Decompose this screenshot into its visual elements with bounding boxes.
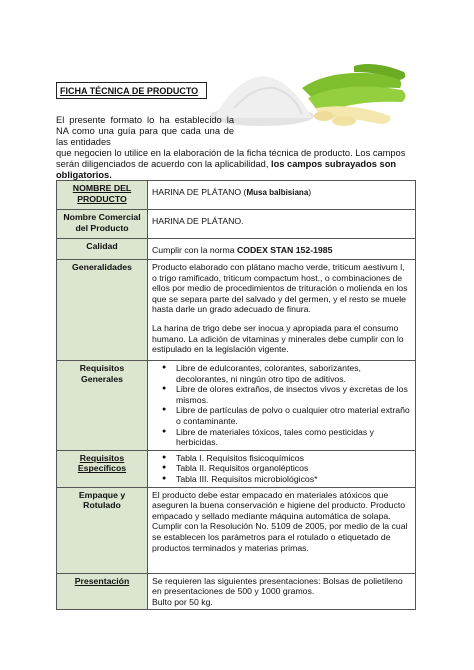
intro-paragraph: El presente formato lo ha establecido la NA como una guía para que cada una de las entidades: [56, 115, 234, 148]
label-presentacion: Presentación: [57, 573, 148, 610]
list-item: ● Tabla I. Requisitos fisicoquímicos: [152, 453, 411, 464]
product-image: [204, 58, 414, 128]
label-generalidades: Generalidades: [57, 260, 148, 361]
row-presentacion: [57, 573, 416, 610]
intro-mandatory-note: los campos subrayados son obligatorios.: [56, 159, 397, 181]
row-requisitos-generales: [57, 361, 416, 451]
row-generalidades: [57, 260, 416, 361]
value-nombre: HARINA DE PLÁTANO (Musa balbisiana): [148, 181, 416, 210]
label-requisitos-generales: Requisitos Generales: [57, 361, 148, 451]
generalidades-paragraph-1: Producto elaborado con plátano macho verde, triticum aestivum l, o trigo ramificado, triticum compactum host., o combinaciones de ellos por medio de procedimientos de trituración o molienda en los que se separa parte del salvado y del germen, y el resto se muele hasta darle un grado adecuado de finura.: [152, 262, 408, 315]
requisitos-especificos-list: [152, 453, 411, 485]
product-spec-table: [56, 180, 416, 610]
list-item: ● Libre de edulcorantes, colorantes, saborizantes, decolorantes, ni ningún otro tipo de aditivos.: [152, 363, 411, 384]
row-comercial: [57, 210, 416, 239]
intro-paragraph-continued: [56, 148, 416, 182]
row-requisitos-especificos: [57, 450, 416, 487]
list-item: ● Tabla II. Requisitos organolépticos: [152, 463, 411, 474]
empaque-paragraph-1: El producto debe estar empacado en materiales atóxicos que aseguren la buena conservación e higiene del producto. Producto empacado y sellado mediante máquina automática de solapa.: [152, 489, 406, 521]
value-presentacion: [148, 573, 416, 610]
empaque-paragraph-2: Cumplir con la Resolución No. 5109 de 2005, por medio de la cual se establecen los parámetros para el rotulado o etiquetado de productos terminados y materias primas.: [152, 521, 408, 553]
label-comercial: Nombre Comercial del Producto: [57, 210, 148, 239]
value-requisitos-especificos: [148, 450, 416, 487]
label-calidad: Calidad: [57, 239, 148, 260]
requisitos-generales-list: [152, 363, 411, 448]
value-calidad: Cumplir con la norma CODEX STAN 152-1985: [148, 239, 416, 260]
label-nombre: NOMBRE DEL PRODUCTO: [57, 181, 148, 210]
list-item: ● Tabla III. Requisitos microbiológicos*: [152, 474, 411, 485]
list-item: ● Libre de partículas de polvo o cualquier otro material extraño o contaminante.: [152, 405, 411, 426]
row-nombre: [57, 181, 416, 210]
list-item: ● Libre de olores extraños, de insectos vivos y excretas de los mismos.: [152, 384, 411, 405]
value-comercial: HARINA DE PLÁTANO.: [148, 210, 416, 239]
value-requisitos-generales: [148, 361, 416, 451]
generalidades-paragraph-2: La harina de trigo debe ser inocua y apropiada para el consumo humano. La adición de vitaminas y minerales debe cumplir con lo estipulado en la legislación vigente.: [152, 322, 404, 355]
label-empaque: Empaque y Rotulado: [57, 487, 148, 573]
page-title: FICHA TÉCNICA DE PRODUCTO: [56, 82, 207, 99]
row-calidad: [57, 239, 416, 260]
intro-text: que negocien lo utilice en la elaboración de la ficha técnica de producto. Los campos serán diligenciados de acuerdo con la aplicabilidad,: [56, 148, 406, 170]
row-empaque: [57, 487, 416, 573]
label-requisitos-especificos: Requisitos Específicos: [57, 450, 148, 487]
list-item: ● Libre de materiales tóxicos, tales como pesticidas y herbicidas.: [152, 427, 411, 448]
presentacion-paragraph-1: Se requieren las siguientes presentaciones: Bolsas de polietileno en presentaciones de 500 y 1000 gramos.: [152, 575, 403, 597]
value-empaque: [148, 487, 416, 573]
presentacion-paragraph-2: Bulto por 50 kg.: [152, 596, 213, 607]
value-generalidades: [148, 260, 416, 361]
